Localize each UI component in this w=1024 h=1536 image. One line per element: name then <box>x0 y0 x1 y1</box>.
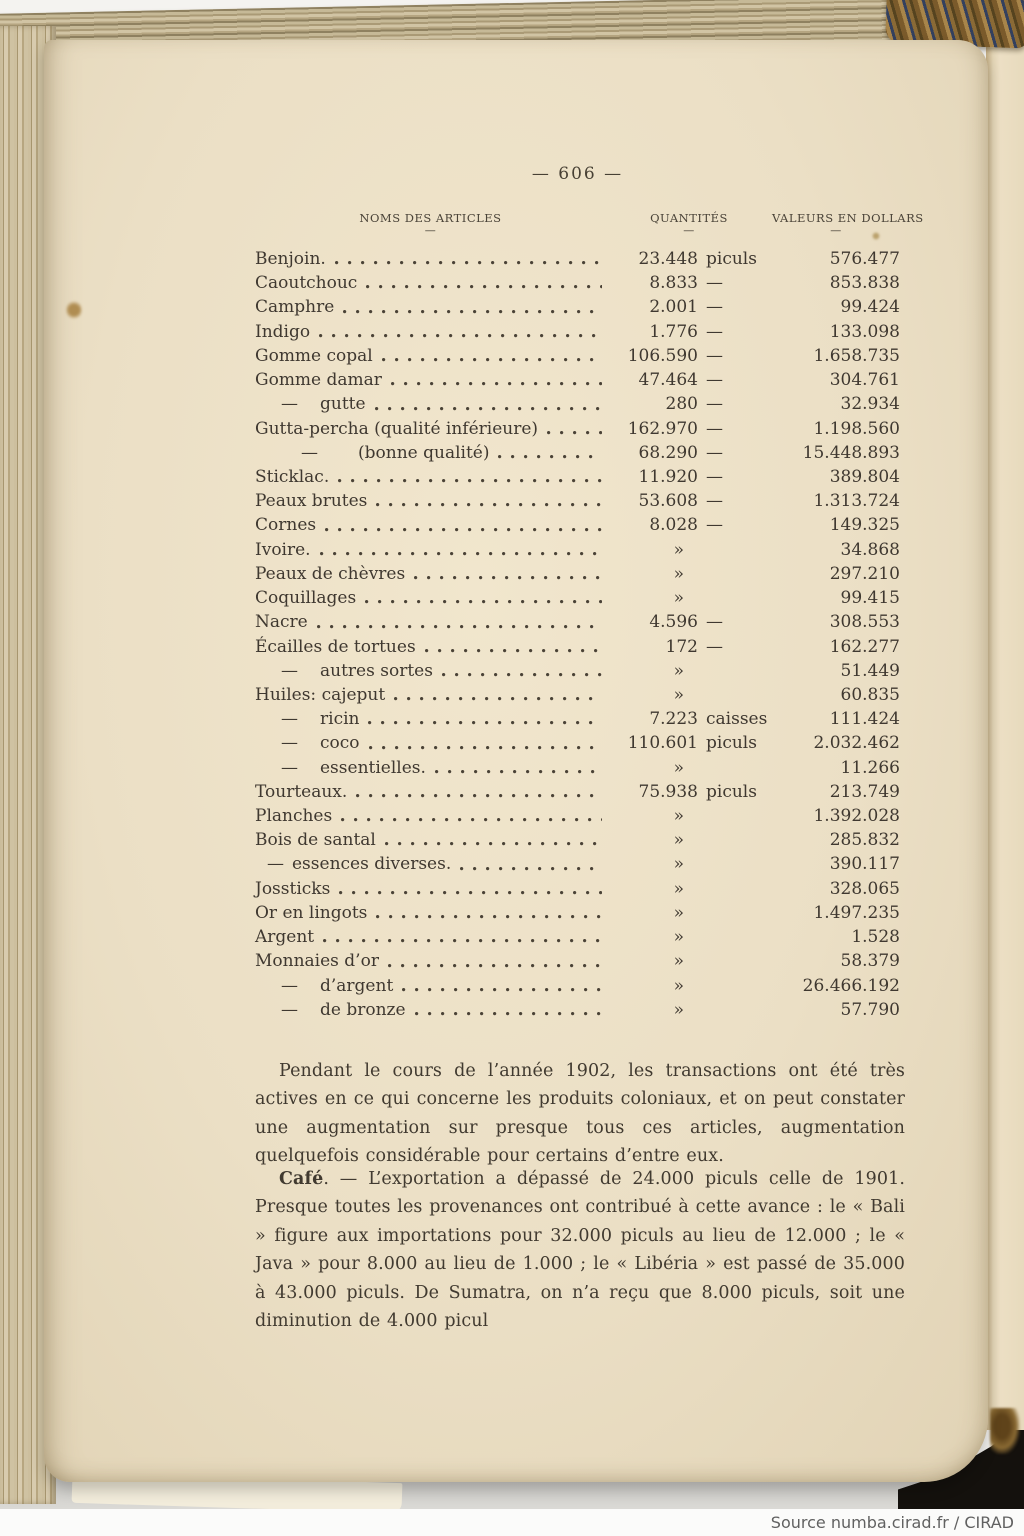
table-row <box>255 392 900 416</box>
row-name <box>255 731 606 755</box>
table-row <box>255 974 900 998</box>
row-label: d’argent <box>320 975 394 996</box>
row-name <box>255 392 606 416</box>
paragraph-cafe <box>255 1165 905 1337</box>
row-indent-dash: — <box>281 709 298 730</box>
row-unit: — <box>706 612 723 633</box>
dot-leader <box>435 770 602 774</box>
table-row <box>255 756 900 780</box>
row-value: 1.497.235 <box>813 902 900 923</box>
row-unit: piculs <box>706 249 757 269</box>
row-value: 2.032.462 <box>813 733 900 754</box>
header-underline-dash: — <box>424 224 437 237</box>
dot-leader <box>442 673 602 677</box>
row-label: Monnaies d’or <box>255 951 379 972</box>
row-label: Nacre <box>255 612 308 633</box>
row-label: Ivoire. <box>255 539 311 560</box>
table-row <box>255 852 900 876</box>
row-unit <box>698 659 772 683</box>
dot-leader <box>414 576 602 580</box>
row-unit <box>698 877 772 901</box>
row-name <box>255 998 606 1022</box>
row-value: 15.448.893 <box>802 442 900 463</box>
row-unit <box>698 998 772 1022</box>
table-row <box>255 562 900 586</box>
row-quantity: » <box>673 684 684 705</box>
row-unit <box>698 562 772 586</box>
dot-leader <box>498 455 602 459</box>
row-quantity: » <box>673 999 684 1020</box>
row-value: 328.065 <box>829 878 900 899</box>
row-unit: — <box>706 636 723 657</box>
dot-leader <box>339 891 602 895</box>
row-unit <box>698 852 772 876</box>
row-quantity: 47.464 <box>638 370 698 391</box>
row-quantity: 53.608 <box>638 491 698 512</box>
row-name <box>255 925 606 949</box>
row-label: Gomme copal <box>255 345 373 366</box>
row-name <box>255 707 606 731</box>
paragraph-text: Pendant le cours de l’année 1902, les transactions ont été très actives en ce qui concerne les produits coloniaux, et on peut constater une augmentation sur presque tous ces articles, augmentation quelquefois considérable pour certains d’entre eux. <box>255 1060 905 1167</box>
row-name <box>255 877 606 901</box>
row-name <box>255 974 606 998</box>
row-unit: — <box>706 515 723 536</box>
dot-leader <box>402 988 602 992</box>
dot-leader <box>375 407 602 411</box>
row-name <box>255 949 606 973</box>
row-quantity: » <box>673 660 684 681</box>
table-row <box>255 271 900 295</box>
row-quantity: 172 <box>665 636 698 657</box>
source-attribution: Source numba.cirad.fr / CIRAD <box>770 1513 1014 1532</box>
row-name <box>255 683 606 707</box>
row-quantity: » <box>673 854 684 875</box>
footer-bar <box>0 1509 1024 1536</box>
row-unit: — <box>706 370 723 391</box>
row-quantity: 11.920 <box>638 466 698 487</box>
table-header-row <box>255 211 924 237</box>
table-row <box>255 247 900 271</box>
row-unit: — <box>706 418 723 439</box>
paragraph-overview <box>255 1057 905 1171</box>
row-value: 389.804 <box>829 466 900 487</box>
row-value: 390.117 <box>829 854 900 875</box>
row-indent-dash: — <box>301 442 318 463</box>
dot-leader <box>391 382 602 386</box>
row-quantity: » <box>673 539 684 560</box>
table-row <box>255 441 900 465</box>
row-unit: — <box>706 273 723 294</box>
dot-leader <box>547 431 602 435</box>
row-unit: — <box>706 345 723 366</box>
row-unit: — <box>706 394 723 415</box>
row-value: 111.424 <box>829 709 900 730</box>
header-underline-dash: — <box>830 224 842 237</box>
row-quantity: 162.970 <box>627 418 698 439</box>
row-quantity: 4.596 <box>649 612 698 633</box>
row-value: 34.868 <box>840 539 900 560</box>
dot-leader <box>343 310 602 314</box>
row-value: 11.266 <box>840 757 900 778</box>
table-row <box>255 320 900 344</box>
table-row <box>255 610 900 634</box>
table-row <box>255 683 900 707</box>
row-indent-dash: — <box>281 757 298 778</box>
row-indent-dash: — <box>281 999 298 1020</box>
row-label: Bois de santal <box>255 830 376 851</box>
dot-leader <box>366 285 602 289</box>
row-label: de bronze <box>320 999 406 1020</box>
dot-leader <box>368 721 602 725</box>
row-quantity: » <box>673 951 684 972</box>
row-indent-dash: — <box>281 733 298 754</box>
row-unit: — <box>706 491 723 512</box>
column-header-label: QUANTITÉS <box>650 211 728 225</box>
row-label: Caoutchouc <box>255 273 358 294</box>
row-value: 853.838 <box>829 273 900 294</box>
page-number: — 606 — <box>531 164 624 184</box>
row-quantity: 106.590 <box>627 345 698 366</box>
row-value: 1.392.028 <box>813 806 900 827</box>
row-value: 57.790 <box>840 999 900 1020</box>
row-value: 133.098 <box>829 321 900 342</box>
row-value: 26.466.192 <box>802 975 900 996</box>
table-row <box>255 465 900 489</box>
row-label: gutte <box>320 394 366 415</box>
row-value: 51.449 <box>840 660 900 681</box>
row-value: 99.424 <box>840 297 900 318</box>
table-row <box>255 659 900 683</box>
row-unit: — <box>706 442 723 463</box>
column-header-quantities <box>606 211 772 237</box>
row-name <box>255 828 606 852</box>
row-value: 149.325 <box>829 515 900 536</box>
table-row <box>255 925 900 949</box>
row-unit <box>698 804 772 828</box>
row-unit <box>698 828 772 852</box>
column-header-articles <box>255 211 606 237</box>
row-value: 60.835 <box>840 684 900 705</box>
dot-leader <box>460 867 602 871</box>
table-row <box>255 538 900 562</box>
dot-leader <box>317 625 602 629</box>
row-quantity: 23.448 <box>638 249 698 269</box>
row-value: 576.477 <box>829 249 900 269</box>
row-label: Indigo <box>255 321 311 342</box>
row-name <box>255 247 606 271</box>
table-row <box>255 586 900 610</box>
articles-table-body <box>255 247 900 1022</box>
row-quantity: » <box>673 975 684 996</box>
row-unit: — <box>706 466 723 487</box>
row-quantity: » <box>673 563 684 584</box>
row-label: Planches <box>255 806 333 827</box>
row-value: 162.277 <box>829 636 900 657</box>
row-label: Camphre <box>255 297 335 318</box>
row-label: Huiles: cajeput <box>255 684 386 705</box>
dot-leader <box>376 503 602 507</box>
row-label: Argent <box>255 927 315 948</box>
row-label: Gutta-percha (qualité inférieure) <box>255 418 539 439</box>
row-indent-dash: — <box>281 975 298 996</box>
row-name <box>255 417 606 441</box>
table-row <box>255 368 900 392</box>
row-name <box>255 513 606 537</box>
dot-leader <box>365 600 602 604</box>
row-name <box>255 538 606 562</box>
row-value: 1.528 <box>851 927 900 948</box>
row-unit <box>698 901 772 925</box>
row-name <box>255 586 606 610</box>
row-quantity: 110.601 <box>627 733 698 754</box>
table-row <box>255 417 900 441</box>
row-quantity: » <box>673 927 684 948</box>
row-name <box>255 852 606 876</box>
dot-leader <box>356 794 602 798</box>
row-value: 1.313.724 <box>813 491 900 512</box>
row-label: Gomme damar <box>255 370 382 391</box>
row-unit: — <box>706 297 723 318</box>
row-quantity: » <box>673 588 684 609</box>
table-row <box>255 780 900 804</box>
row-value: 285.832 <box>829 830 900 851</box>
row-indent-dash: — <box>267 854 284 875</box>
row-label: Coquillages <box>255 588 357 609</box>
row-value: 32.934 <box>840 394 900 415</box>
row-value: 99.415 <box>840 588 900 609</box>
dot-leader <box>415 1012 602 1016</box>
row-quantity: » <box>673 830 684 851</box>
table-row <box>255 344 900 368</box>
row-unit <box>698 538 772 562</box>
row-value: 308.553 <box>829 612 900 633</box>
row-label: Tourteaux. <box>255 781 348 802</box>
row-value: 1.658.735 <box>813 345 900 366</box>
dot-leader <box>369 746 602 750</box>
row-name <box>255 489 606 513</box>
dot-leader <box>319 334 602 338</box>
row-unit <box>698 925 772 949</box>
row-label: Peaux de chèvres <box>255 563 406 584</box>
row-name <box>255 441 606 465</box>
row-value: 304.761 <box>829 370 900 391</box>
row-label: essences diverses. <box>292 854 452 875</box>
table-row <box>255 513 900 537</box>
dot-leader <box>323 939 602 943</box>
table-row <box>255 901 900 925</box>
row-name <box>255 562 606 586</box>
row-unit: — <box>706 321 723 342</box>
row-name <box>255 344 606 368</box>
table-row <box>255 804 900 828</box>
row-quantity: 8.833 <box>649 273 698 294</box>
row-name <box>255 756 606 780</box>
row-label: Peaux brutes <box>255 491 368 512</box>
row-unit <box>698 586 772 610</box>
row-label: Sticklac. <box>255 466 330 487</box>
row-value: 1.198.560 <box>813 418 900 439</box>
table-row <box>255 489 900 513</box>
header-underline-dash: — <box>683 224 695 237</box>
row-value: 58.379 <box>840 951 900 972</box>
column-header-values <box>772 211 924 237</box>
row-value: 213.749 <box>829 781 900 802</box>
row-name <box>255 780 606 804</box>
column-header-label: VALEURS EN DOLLARS <box>772 211 924 225</box>
column-header-label: NOMS DES ARTICLES <box>359 211 502 225</box>
row-label: coco <box>320 733 360 754</box>
row-unit <box>698 974 772 998</box>
row-name <box>255 659 606 683</box>
row-quantity: 8.028 <box>649 515 698 536</box>
row-label: Or en lingots <box>255 902 368 923</box>
row-unit: caisses <box>706 709 768 730</box>
table-row <box>255 828 900 852</box>
row-quantity: » <box>673 806 684 827</box>
dot-leader <box>320 552 602 556</box>
table-row <box>255 877 900 901</box>
paragraph-text: . — L’exportation a dépassé de 24.000 piculs celle de 1901. Presque toutes les provenances ont contribué à cette avance : le « Bali » figure aux importations pour 32.000 piculs au lieu de 12.000 ; le « Java » pour 8.000 au lieu de 1.000 ; le « Libéria » est passé de 35.000 à 43.000 piculs. De Sumatra, on n’a reçu que 8.000 piculs, soit une diminution de 4.000 picul <box>255 1168 905 1332</box>
row-label: autres sortes <box>320 660 433 681</box>
row-quantity: » <box>673 878 684 899</box>
row-unit: piculs <box>706 781 757 802</box>
table-row <box>255 998 900 1022</box>
dot-leader <box>341 818 602 822</box>
dot-leader <box>325 528 602 532</box>
row-name <box>255 271 606 295</box>
dot-leader <box>385 842 602 846</box>
dot-leader <box>388 964 602 968</box>
row-unit: piculs <box>706 733 757 754</box>
row-indent-dash: — <box>281 660 298 681</box>
row-unit <box>698 683 772 707</box>
row-name <box>255 320 606 344</box>
row-name <box>255 610 606 634</box>
table-row <box>255 949 900 973</box>
dot-leader <box>376 915 602 919</box>
dot-leader <box>425 649 602 653</box>
row-name <box>255 465 606 489</box>
row-label: Écailles de tortues <box>255 636 416 657</box>
table-row <box>255 707 900 731</box>
dot-leader <box>335 261 602 265</box>
row-name <box>255 804 606 828</box>
dot-leader <box>338 479 602 483</box>
dot-leader <box>382 358 602 362</box>
table-row <box>255 731 900 755</box>
row-quantity: 7.223 <box>649 709 698 730</box>
row-label: Benjoin. <box>255 249 326 269</box>
row-unit <box>698 756 772 780</box>
dot-leader <box>394 697 602 701</box>
row-quantity: 1.776 <box>649 321 698 342</box>
row-name <box>255 295 606 319</box>
row-name <box>255 901 606 925</box>
row-label: essentielles. <box>320 757 426 778</box>
table-row <box>255 295 900 319</box>
table-row <box>255 635 900 659</box>
row-indent-dash: — <box>281 394 298 415</box>
row-value: 297.210 <box>829 563 900 584</box>
row-name <box>255 635 606 659</box>
paragraph-lead-word: Café <box>279 1168 324 1189</box>
row-quantity: » <box>673 902 684 923</box>
row-label: Cornes <box>255 515 317 536</box>
row-unit <box>698 949 772 973</box>
row-quantity: 68.290 <box>638 442 698 463</box>
row-quantity: 2.001 <box>649 297 698 318</box>
row-quantity: » <box>673 757 684 778</box>
row-label: (bonne qualité) <box>358 442 490 463</box>
row-label: Jossticks <box>255 878 331 899</box>
row-quantity: 280 <box>665 394 698 415</box>
row-quantity: 75.938 <box>638 781 698 802</box>
row-name <box>255 368 606 392</box>
row-label: ricin <box>320 709 360 730</box>
